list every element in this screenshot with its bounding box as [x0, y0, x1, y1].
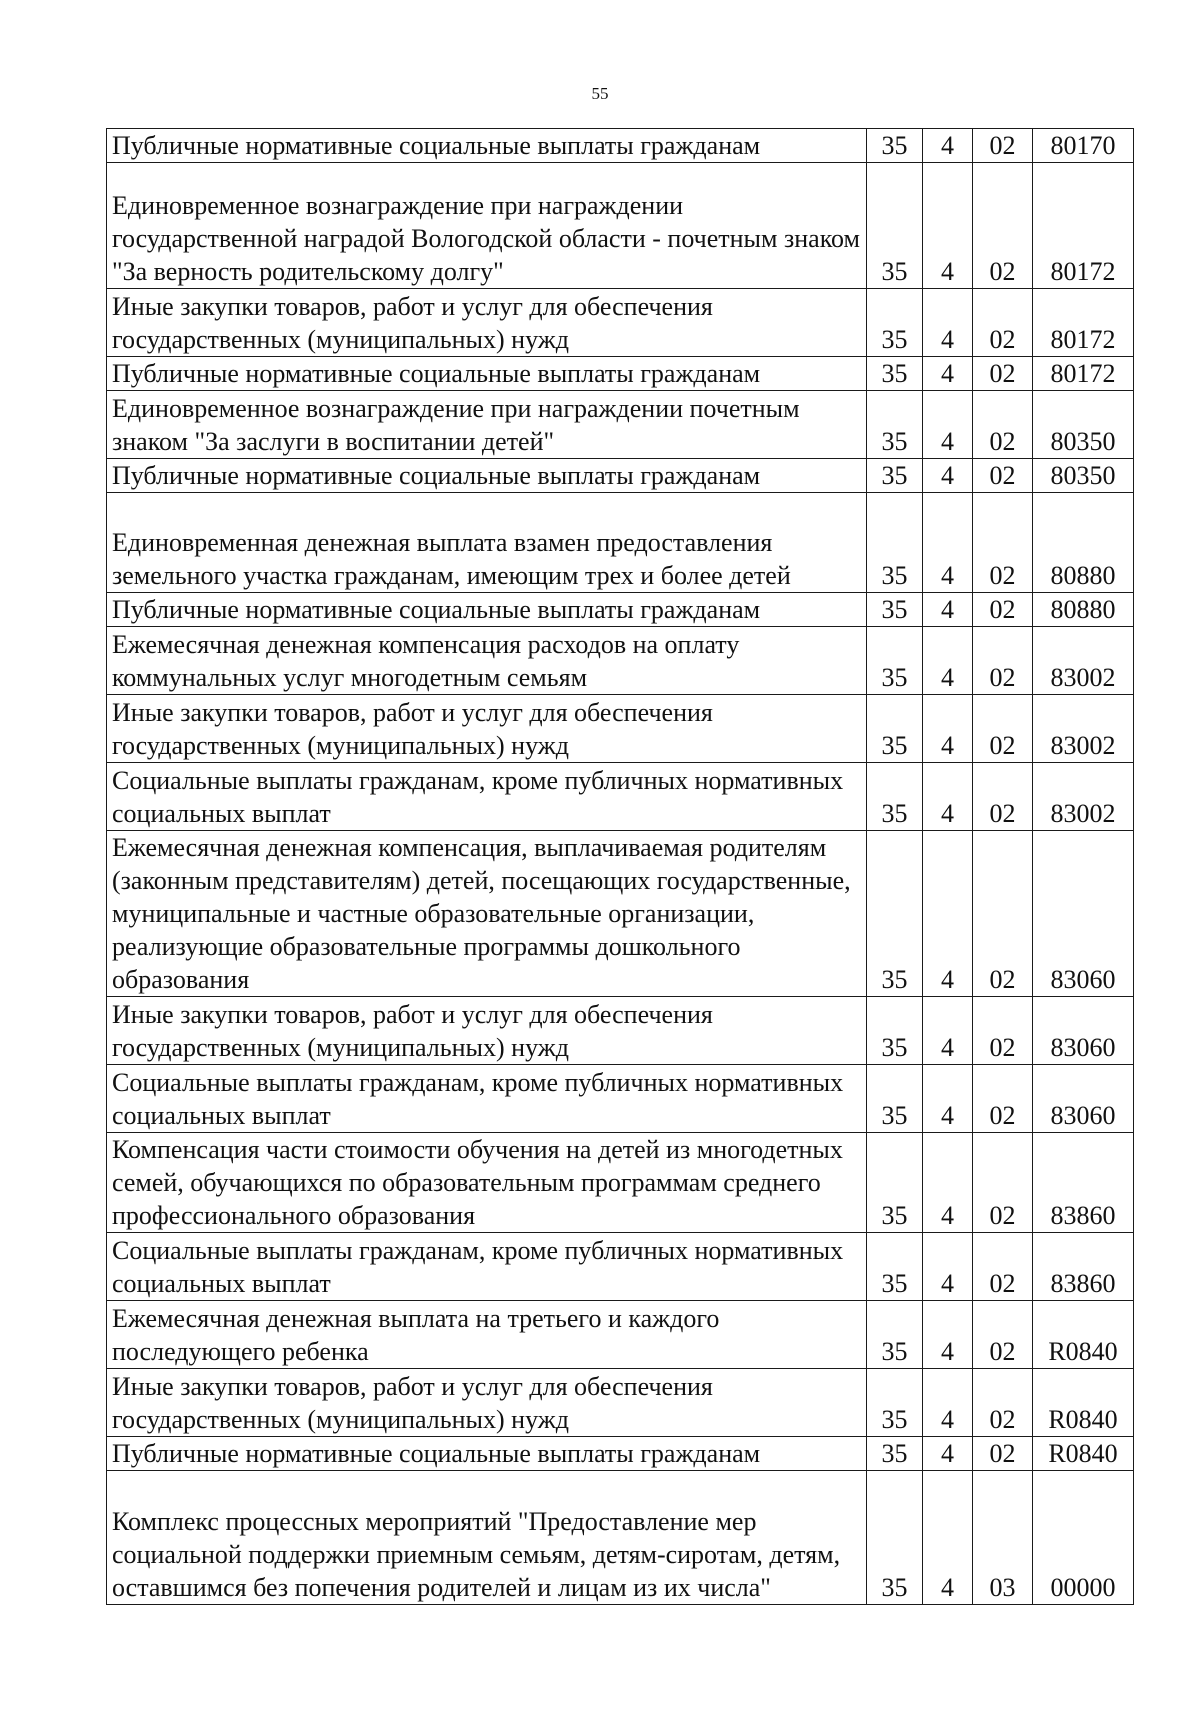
row-name: Публичные нормативные социальные выплаты гражданам: [107, 459, 867, 493]
row-code-3: 02: [973, 1065, 1033, 1133]
row-code-1: 35: [867, 1369, 923, 1437]
row-code-1: 35: [867, 1133, 923, 1233]
row-code-1: 35: [867, 391, 923, 459]
row-code-2: 4: [923, 763, 973, 831]
table-row: [107, 163, 1134, 289]
row-code-3: 02: [973, 695, 1033, 763]
row-code-2: 4: [923, 129, 973, 163]
row-code-2: 4: [923, 1471, 973, 1605]
row-code-1: 35: [867, 459, 923, 493]
row-name: Социальные выплаты гражданам, кроме публичных нормативных социальных выплат: [107, 763, 867, 831]
row-code-1: 35: [867, 289, 923, 357]
row-code-4: 83002: [1033, 695, 1134, 763]
row-code-3: 02: [973, 1369, 1033, 1437]
row-code-3: 02: [973, 1233, 1033, 1301]
table-row: [107, 1233, 1134, 1301]
row-code-2: 4: [923, 357, 973, 391]
row-code-1: 35: [867, 1065, 923, 1133]
row-name: Единовременное вознаграждение при награждении почетным знаком "За заслуги в воспитании детей": [107, 391, 867, 459]
row-code-3: 02: [973, 1437, 1033, 1471]
row-code-3: 02: [973, 763, 1033, 831]
row-name: Иные закупки товаров, работ и услуг для обеспечения государственных (муниципальных) нужд: [107, 695, 867, 763]
table-row: [107, 1437, 1134, 1471]
row-name: Иные закупки товаров, работ и услуг для обеспечения государственных (муниципальных) нужд: [107, 289, 867, 357]
table-row: [107, 831, 1134, 997]
page-number: 55: [591, 84, 609, 103]
row-code-4: 83002: [1033, 627, 1134, 695]
row-code-3: 02: [973, 627, 1033, 695]
row-code-4: R0840: [1033, 1437, 1134, 1471]
row-code-4: 83002: [1033, 763, 1134, 831]
table-row: [107, 129, 1134, 163]
row-code-1: 35: [867, 831, 923, 997]
row-name: Ежемесячная денежная компенсация, выплачиваемая родителям (законным представителям) детей, посещающих государственные, муниципальные и частные образовательные организации, реализующие образовательные программы дошкольного образования: [107, 831, 867, 997]
row-code-4: 83060: [1033, 997, 1134, 1065]
row-code-4: 83860: [1033, 1233, 1134, 1301]
row-name: Комплекс процессных мероприятий "Предоставление мер социальной поддержки приемным семьям, детям-сиротам, детям, оставшимся без попечения родителей и лицам из их числа": [107, 1471, 867, 1605]
row-code-3: 02: [973, 1301, 1033, 1369]
row-code-1: 35: [867, 129, 923, 163]
row-code-4: 80170: [1033, 129, 1134, 163]
row-code-3: 02: [973, 1133, 1033, 1233]
row-code-1: 35: [867, 163, 923, 289]
row-code-2: 4: [923, 1437, 973, 1471]
row-code-3: 02: [973, 129, 1033, 163]
row-code-3: 02: [973, 493, 1033, 593]
table-row: [107, 1301, 1134, 1369]
row-code-4: 83060: [1033, 831, 1134, 997]
table-row: [107, 627, 1134, 695]
row-code-4: 80172: [1033, 289, 1134, 357]
row-code-4: 00000: [1033, 1471, 1134, 1605]
row-code-2: 4: [923, 627, 973, 695]
row-code-4: 83060: [1033, 1065, 1134, 1133]
table-row: [107, 357, 1134, 391]
row-name: Социальные выплаты гражданам, кроме публичных нормативных социальных выплат: [107, 1233, 867, 1301]
row-code-2: 4: [923, 695, 973, 763]
row-code-2: 4: [923, 459, 973, 493]
row-code-4: R0840: [1033, 1369, 1134, 1437]
table-row: [107, 997, 1134, 1065]
row-code-1: 35: [867, 1301, 923, 1369]
row-code-1: 35: [867, 493, 923, 593]
row-name: Компенсация части стоимости обучения на детей из многодетных семей, обучающихся по образовательным программам среднего профессионального образования: [107, 1133, 867, 1233]
row-name: Иные закупки товаров, работ и услуг для обеспечения государственных (муниципальных) нужд: [107, 1369, 867, 1437]
row-code-3: 03: [973, 1471, 1033, 1605]
row-code-1: 35: [867, 627, 923, 695]
row-code-2: 4: [923, 1301, 973, 1369]
row-code-4: 80172: [1033, 357, 1134, 391]
row-code-3: 02: [973, 593, 1033, 627]
table-row: [107, 1471, 1134, 1605]
row-name: Публичные нормативные социальные выплаты гражданам: [107, 593, 867, 627]
table-body: [107, 129, 1134, 1605]
table-row: [107, 289, 1134, 357]
row-name: Социальные выплаты гражданам, кроме публичных нормативных социальных выплат: [107, 1065, 867, 1133]
table-row: [107, 1369, 1134, 1437]
row-code-4: 80880: [1033, 593, 1134, 627]
row-code-2: 4: [923, 1065, 973, 1133]
row-code-2: 4: [923, 1369, 973, 1437]
row-code-3: 02: [973, 289, 1033, 357]
row-code-1: 35: [867, 1437, 923, 1471]
row-code-2: 4: [923, 593, 973, 627]
table-row: [107, 593, 1134, 627]
row-code-2: 4: [923, 163, 973, 289]
row-code-4: 80880: [1033, 493, 1134, 593]
row-name: Единовременное вознаграждение при награждении государственной наградой Вологодской области - почетным знаком "За верность родительскому долгу": [107, 163, 867, 289]
row-code-3: 02: [973, 831, 1033, 997]
row-code-2: 4: [923, 493, 973, 593]
row-code-4: 80350: [1033, 459, 1134, 493]
row-code-2: 4: [923, 831, 973, 997]
table-row: [107, 1065, 1134, 1133]
row-name: Публичные нормативные социальные выплаты гражданам: [107, 1437, 867, 1471]
row-code-2: 4: [923, 997, 973, 1065]
row-code-4: 83860: [1033, 1133, 1134, 1233]
table-row: [107, 391, 1134, 459]
row-code-1: 35: [867, 593, 923, 627]
table-row: [107, 1133, 1134, 1233]
row-code-4: 80350: [1033, 391, 1134, 459]
row-code-3: 02: [973, 459, 1033, 493]
row-code-3: 02: [973, 357, 1033, 391]
table-row: [107, 763, 1134, 831]
budget-table: [106, 128, 1134, 1605]
row-name: Публичные нормативные социальные выплаты гражданам: [107, 357, 867, 391]
row-name: Единовременная денежная выплата взамен предоставления земельного участка гражданам, имеющим трех и более детей: [107, 493, 867, 593]
row-code-1: 35: [867, 695, 923, 763]
row-code-3: 02: [973, 391, 1033, 459]
row-name: Ежемесячная денежная выплата на третьего и каждого последующего ребенка: [107, 1301, 867, 1369]
row-code-1: 35: [867, 1233, 923, 1301]
row-code-4: R0840: [1033, 1301, 1134, 1369]
row-code-2: 4: [923, 1133, 973, 1233]
row-code-1: 35: [867, 763, 923, 831]
table-row: [107, 493, 1134, 593]
row-code-2: 4: [923, 391, 973, 459]
row-code-4: 80172: [1033, 163, 1134, 289]
row-name: Публичные нормативные социальные выплаты гражданам: [107, 129, 867, 163]
row-code-3: 02: [973, 997, 1033, 1065]
row-code-1: 35: [867, 357, 923, 391]
row-code-1: 35: [867, 1471, 923, 1605]
row-name: Иные закупки товаров, работ и услуг для обеспечения государственных (муниципальных) нужд: [107, 997, 867, 1065]
row-code-3: 02: [973, 163, 1033, 289]
row-code-1: 35: [867, 997, 923, 1065]
table-row: [107, 459, 1134, 493]
row-code-2: 4: [923, 1233, 973, 1301]
table-row: [107, 695, 1134, 763]
row-code-2: 4: [923, 289, 973, 357]
row-name: Ежемесячная денежная компенсация расходов на оплату коммунальных услуг многодетным семьям: [107, 627, 867, 695]
